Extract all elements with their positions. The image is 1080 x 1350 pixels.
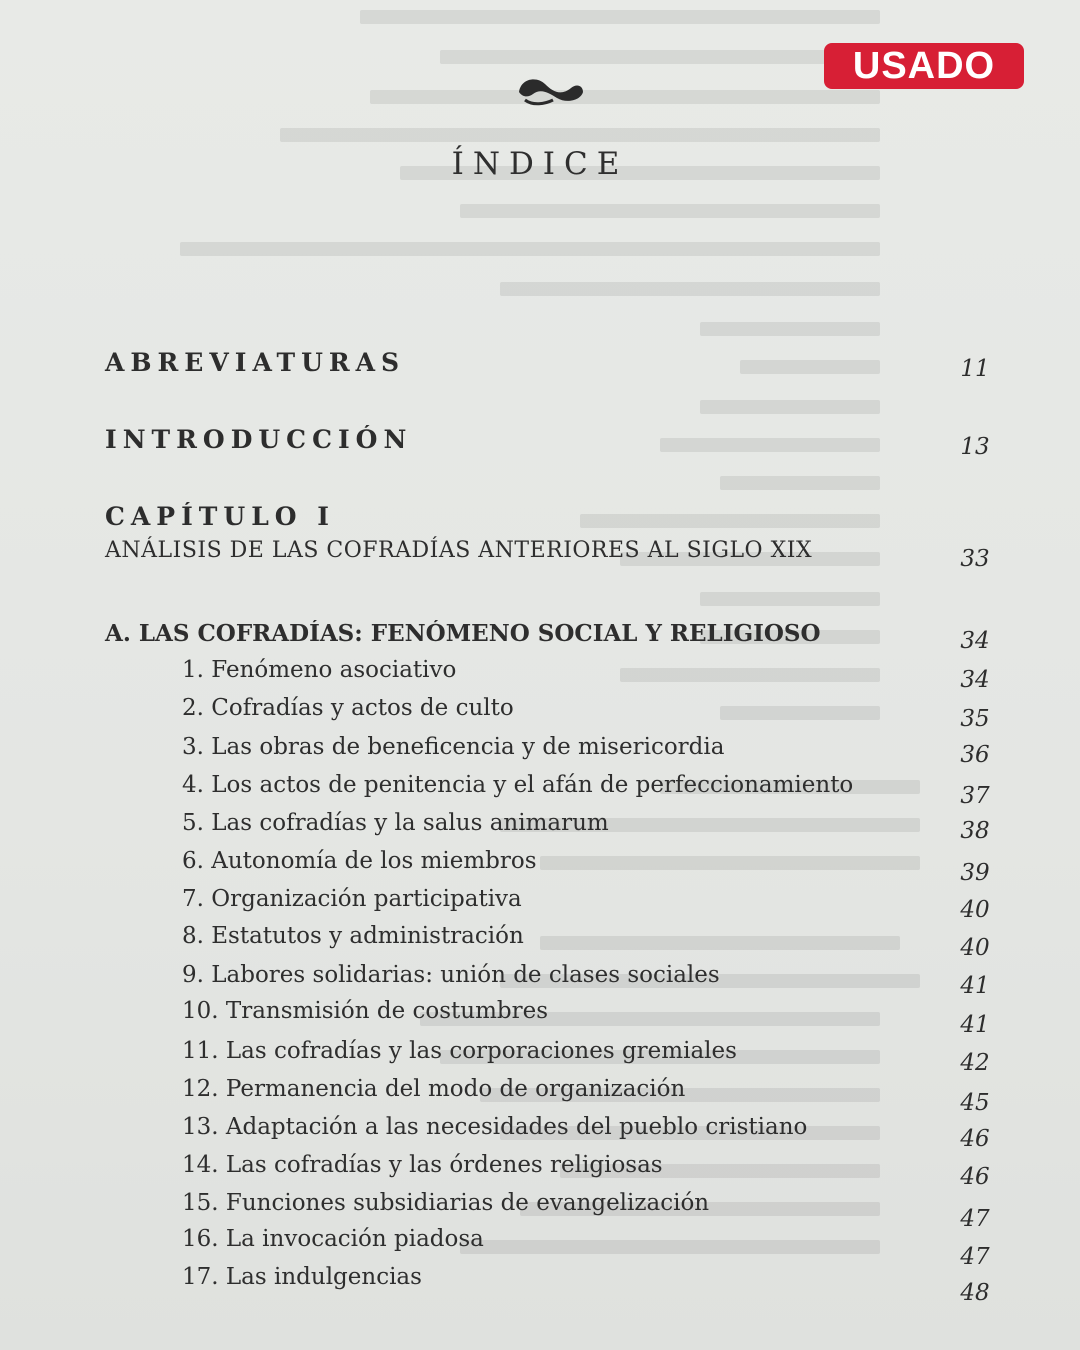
toc-item[interactable]: 16. La invocación piadosa	[182, 1226, 484, 1252]
toc-item[interactable]: 2. Cofradías y actos de culto	[182, 695, 514, 721]
toc-item[interactable]: 17. Las indulgencias	[182, 1264, 422, 1290]
toc-item-page: 39	[960, 860, 990, 886]
toc-item[interactable]: 3. Las obras de beneficencia y de misericordia	[182, 734, 725, 760]
toc-item[interactable]: 15. Funciones subsidiarias de evangelización	[182, 1190, 710, 1216]
toc-item-page: 47	[960, 1244, 990, 1270]
toc-item-page: 36	[960, 742, 990, 768]
toc-item-page: 37	[960, 783, 990, 809]
toc-item[interactable]: 14. Las cofradías y las órdenes religiosas	[182, 1152, 663, 1178]
abreviaturas-page: 11	[960, 356, 990, 382]
toc-item-page: 46	[960, 1126, 990, 1152]
toc-item-page: 35	[960, 706, 990, 732]
capitulo-heading[interactable]: CAPÍTULO I	[105, 502, 335, 531]
toc-item[interactable]: 13. Adaptación a las necesidades del pueblo cristiano	[182, 1114, 808, 1140]
part-a-page: 34	[960, 628, 990, 654]
toc-item-page: 46	[960, 1164, 990, 1190]
toc-item[interactable]: 4. Los actos de penitencia y el afán de perfeccionamiento	[182, 772, 854, 798]
toc-item[interactable]: 12. Permanencia del modo de organización	[182, 1076, 686, 1102]
toc-item[interactable]: 9. Labores solidarias: unión de clases sociales	[182, 962, 720, 988]
toc-item[interactable]: 1. Fenómeno asociativo	[182, 657, 457, 683]
index-title: ÍNDICE	[451, 146, 629, 182]
toc-item-page: 34	[960, 667, 990, 693]
capitulo-subtitle: ANÁLISIS DE LAS COFRADÍAS ANTERIORES AL SIGLO XIX	[105, 538, 813, 563]
toc-item-page: 38	[960, 818, 990, 844]
ornament-icon	[515, 70, 587, 110]
toc-item-page: 40	[960, 935, 990, 961]
toc-item[interactable]: 8. Estatutos y administración	[182, 923, 524, 949]
introduccion-page: 13	[960, 434, 990, 460]
used-badge: USADO	[824, 43, 1024, 89]
toc-item-page: 48	[960, 1280, 990, 1306]
toc-item[interactable]: 7. Organización participativa	[182, 886, 522, 912]
part-a-heading[interactable]: A. LAS COFRADÍAS: FENÓMENO SOCIAL Y RELIGIOSO	[105, 620, 821, 647]
toc-item[interactable]: 10. Transmisión de costumbres	[182, 998, 549, 1024]
toc-item-page: 41	[960, 973, 990, 999]
toc-item[interactable]: 5. Las cofradías y la salus animarum	[182, 810, 609, 836]
introduccion-heading[interactable]: INTRODUCCIÓN	[105, 425, 413, 454]
toc-item-page: 45	[960, 1090, 990, 1116]
bleed-through-text	[280, 0, 1000, 1300]
toc-item-page: 41	[960, 1012, 990, 1038]
toc-item[interactable]: 6. Autonomía de los miembros	[182, 848, 537, 874]
toc-item-page: 47	[960, 1206, 990, 1232]
toc-item-page: 42	[960, 1050, 990, 1076]
abreviaturas-heading[interactable]: ABREVIATURAS	[105, 348, 406, 377]
toc-item-page: 40	[960, 897, 990, 923]
capitulo-page: 33	[960, 546, 990, 572]
toc-item[interactable]: 11. Las cofradías y las corporaciones gremiales	[182, 1038, 737, 1064]
